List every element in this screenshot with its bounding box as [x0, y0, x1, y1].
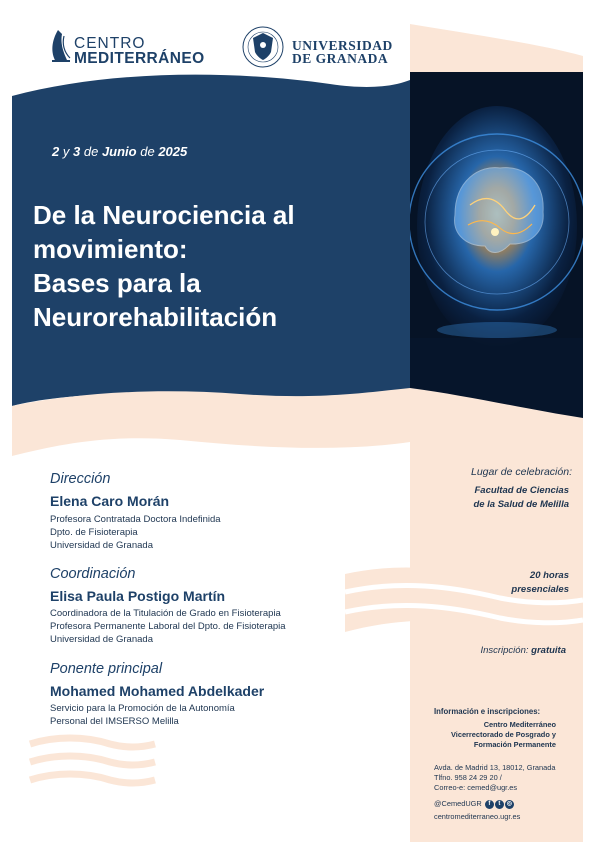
event-date: 2 y 3 de Junio de 2025 [52, 144, 188, 159]
coordinacion-heading: Coordinación [50, 566, 136, 582]
ponente-name: Mohamed Mohamed Abdelkader [50, 683, 265, 699]
flame-icon [52, 30, 70, 62]
info-organization: Centro Mediterráneo Vicerrectorado de Posgrado y Formación Permanente [450, 720, 556, 749]
peach-waves-bottom-left [30, 738, 155, 783]
hours-info: 20 horas presenciales [511, 570, 569, 595]
social-handle: @CemedUGR [434, 799, 482, 808]
centro-logo-line1: CENTRO [74, 35, 146, 52]
event-title: De la Neurociencia al movimiento: Bases para la Neurorehabilitación [33, 200, 295, 332]
coordinacion-name: Elisa Paula Postigo Martín [50, 588, 226, 604]
facebook-icon[interactable]: f [485, 800, 494, 809]
brain-image [409, 72, 585, 424]
info-contact: Avda. de Madrid 13, 18012, Granada Tlfno. 958 24 29 20 / Correo-e: cemed@ugr.es [434, 763, 556, 792]
centro-logo-line2: MEDITERRÁNEO [74, 50, 205, 67]
ponente-heading: Ponente principal [50, 661, 163, 677]
direccion-details: Profesora Contratada Doctora Indefinida Dpto. de Fisioterapia Universidad de Granada [50, 514, 221, 551]
info-heading: Información e inscripciones: [434, 707, 541, 716]
direccion-heading: Dirección [50, 471, 111, 487]
instagram-icon[interactable]: ◎ [506, 800, 512, 807]
lugar-venue: Facultad de Ciencias de la Salud de Melilla [473, 485, 569, 510]
ugr-logo-line1: UNIVERSIDAD [292, 38, 393, 53]
direccion-name: Elena Caro Morán [50, 493, 170, 509]
email-link[interactable]: Correo-e: cemed@ugr.es [434, 783, 518, 792]
lugar-label: Lugar de celebración: [471, 466, 572, 478]
website-link[interactable]: centromediterraneo.ugr.es [434, 812, 521, 821]
social-row [434, 799, 514, 809]
crest-seal-icon [243, 27, 283, 67]
coordinacion-details: Coordinadora de la Titulación de Grado en Fisioterapia Profesora Permanente Laboral del Dpto. de Fisioterapia Universidad de Granada [50, 608, 286, 645]
ponente-details: Servicio para la Promoción de la Autonomía Personal del IMSERSO Melilla [50, 703, 235, 727]
inscripcion-info: Inscripción: gratuita [480, 645, 566, 656]
twitter-icon[interactable]: t [495, 800, 504, 809]
ugr-logo-line2: DE GRANADA [292, 51, 389, 66]
phone-text: Tlfno. 958 24 29 20 / [434, 773, 502, 782]
